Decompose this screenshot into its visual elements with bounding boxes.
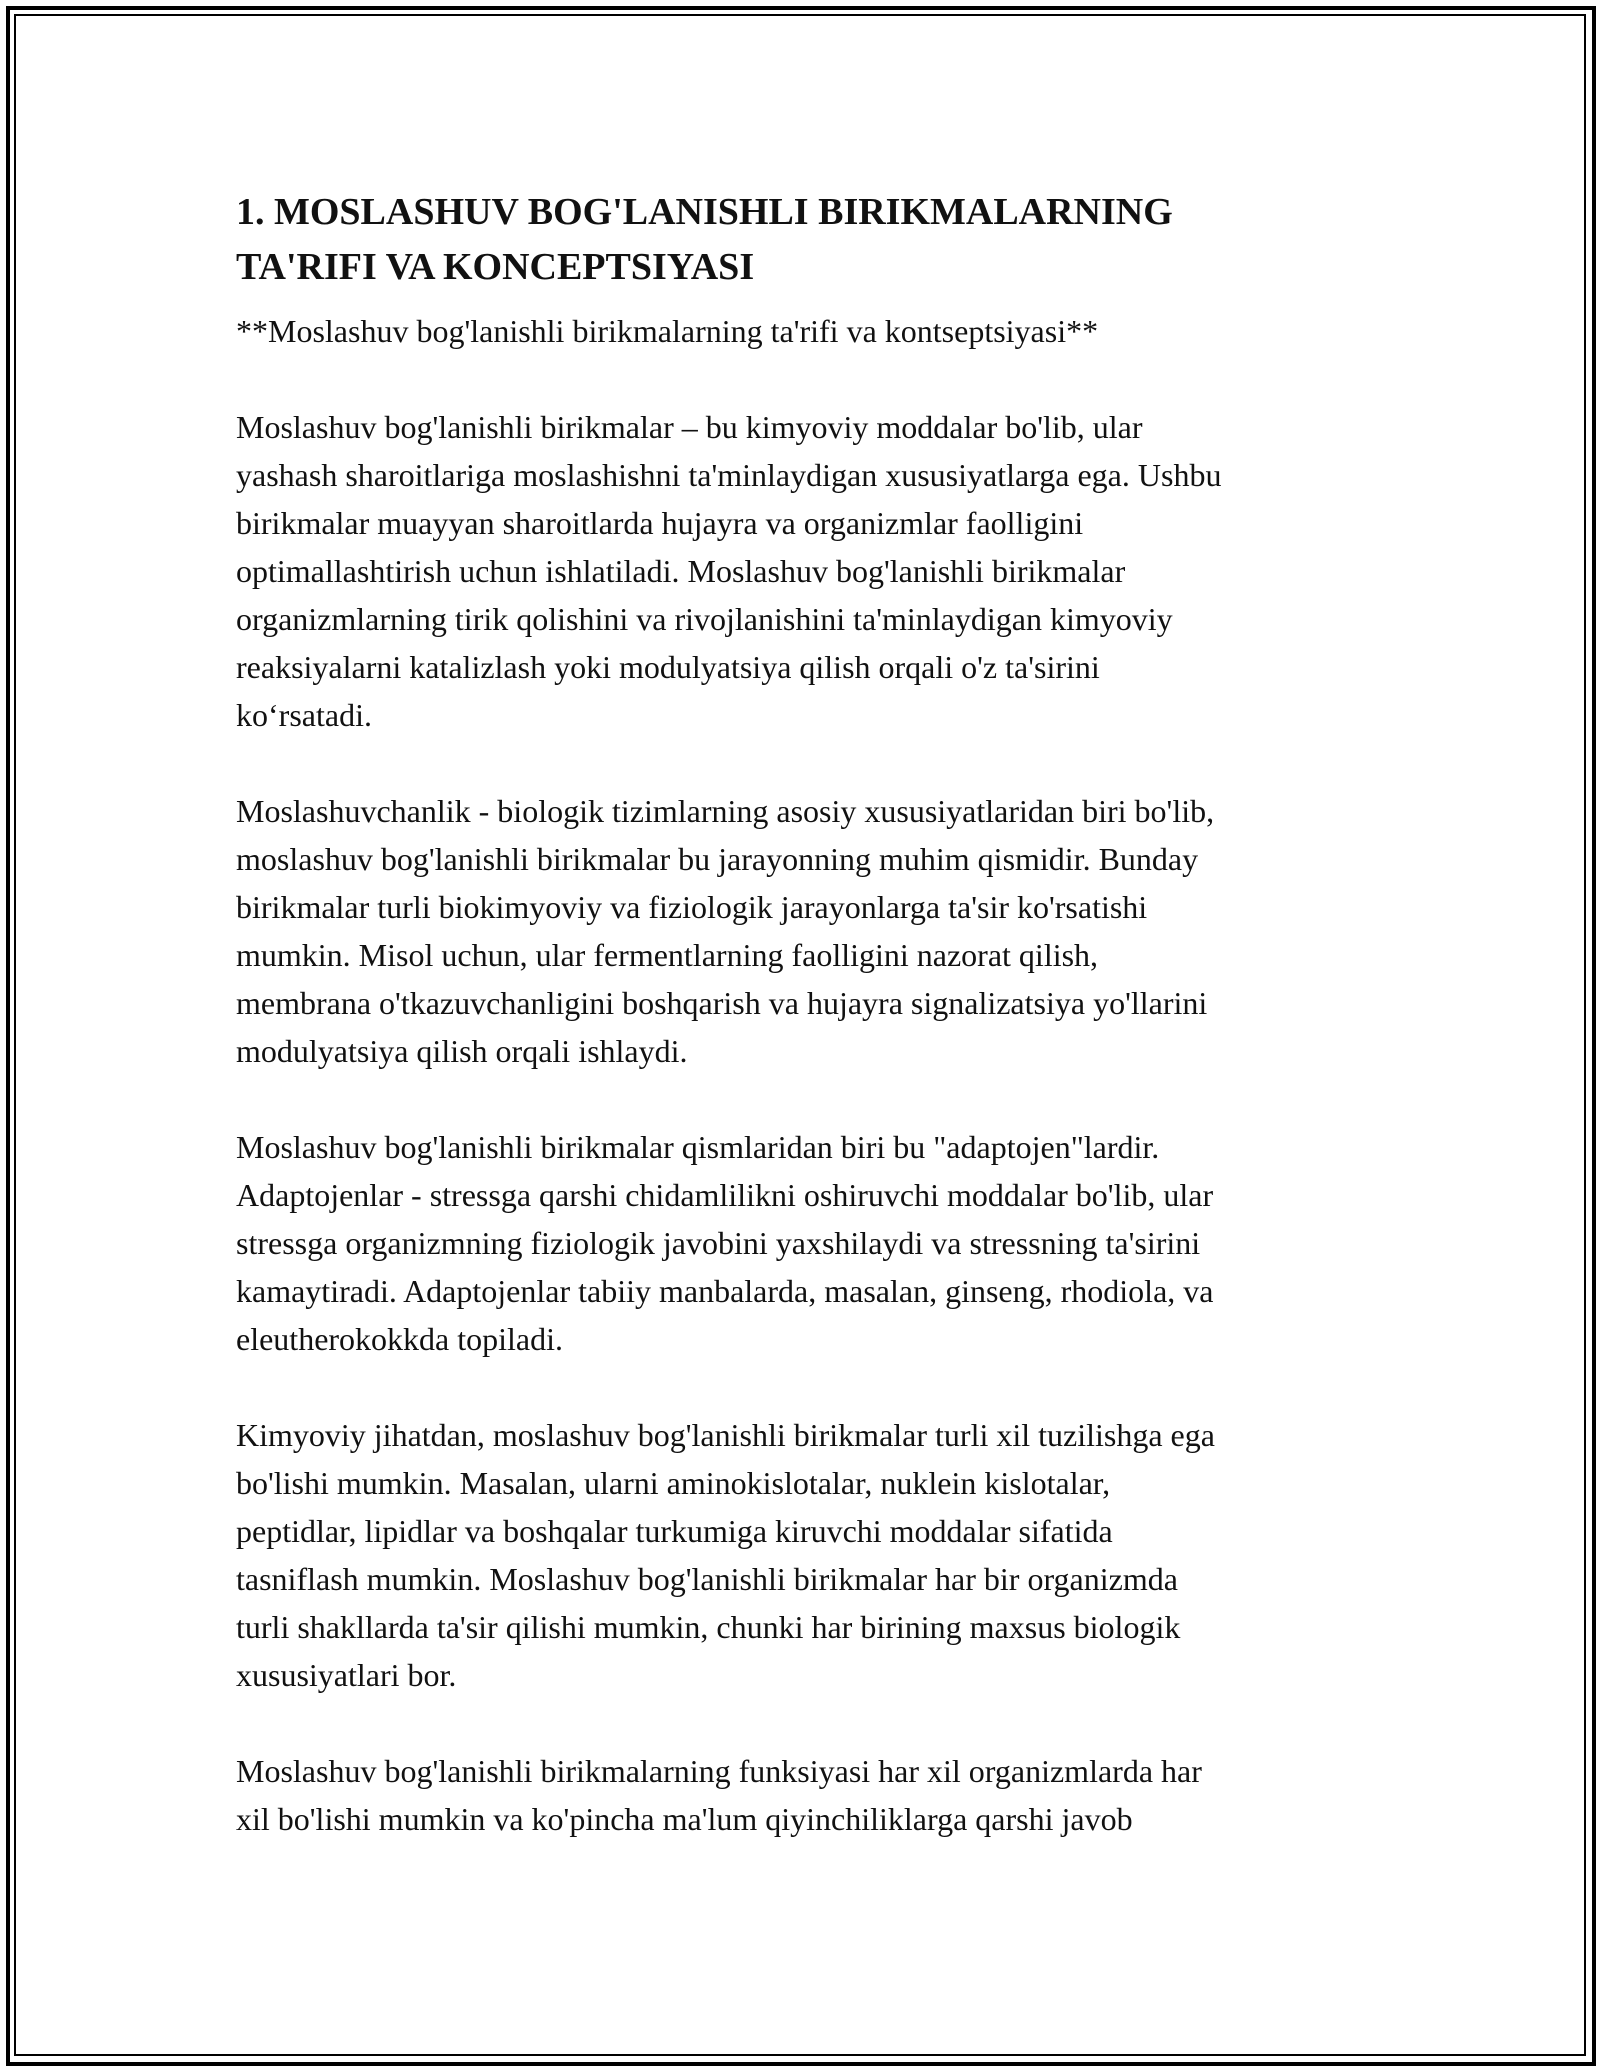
paragraph-line: bo'lishi mumkin. Masalan, ularni aminokislotalar, nuklein kislotalar, xyxy=(236,1465,1111,1501)
paragraph-line: eleutherokokkda topiladi. xyxy=(236,1321,564,1357)
subtitle: **Moslashuv bog'lanishli birikmalarning ta'rifi va kontseptsiyasi** xyxy=(236,313,1099,349)
document-body xyxy=(236,185,1376,1891)
paragraph-line: Moslashuv bog'lanishli birikmalarning funksiyasi har xil organizmlarda har xyxy=(236,1753,1202,1789)
paragraph-line: modulyatsiya qilish orqali ishlaydi. xyxy=(236,1033,688,1069)
paragraph-line: birikmalar turli biokimyoviy va fiziologik jarayonlarga ta'sir ko'rsatishi xyxy=(236,889,1148,925)
paragraph-line: membrana o'tkazuvchanligini boshqarish va hujayra signalizatsiya yo'llarini xyxy=(236,985,1208,1021)
heading-line: 1. MOSLASHUV BOG'LANISHLI BIRIKMALARNING xyxy=(236,191,1173,233)
paragraph-line: Moslashuv bog'lanishli birikmalar – bu kimyoviy moddalar bo'lib, ular xyxy=(236,409,1143,445)
paragraph-line: Moslashuv bog'lanishli birikmalar qismlaridan biri bu "adaptojen"lardir. xyxy=(236,1129,1160,1165)
paragraph-line: xususiyatlari bor. xyxy=(236,1657,457,1693)
paragraph xyxy=(236,1411,1376,1699)
paragraph-line: mumkin. Misol uchun, ular fermentlarning faolligini nazorat qilish, xyxy=(236,937,1099,973)
paragraph-line: kamaytiradi. Adaptojenlar tabiiy manbalarda, masalan, ginseng, rhodiola, va xyxy=(236,1273,1214,1309)
paragraph xyxy=(236,1123,1376,1363)
section-heading xyxy=(236,185,1376,295)
paragraph xyxy=(236,787,1376,1075)
paragraph-line: ko‘rsatadi. xyxy=(236,697,372,733)
paragraph-line: reaksiyalarni katalizlash yoki modulyatsiya qilish orqali o'z ta'sirini xyxy=(236,649,1100,685)
paragraph-line: Moslashuvchanlik - biologik tizimlarning asosiy xususiyatlaridan biri bo'lib, xyxy=(236,793,1215,829)
paragraph xyxy=(236,1747,1376,1843)
heading-line: TA'RIFI VA KONCEPTSIYASI xyxy=(236,246,755,288)
paragraph-line: peptidlar, lipidlar va boshqalar turkumiga kiruvchi moddalar sifatida xyxy=(236,1513,1113,1549)
paragraph-line: turli shakllarda ta'sir qilishi mumkin, chunki har birining maxsus biologik xyxy=(236,1609,1181,1645)
paragraph-line: stressga organizmning fiziologik javobini yaxshilaydi va stressning ta'sirini xyxy=(236,1225,1201,1261)
paragraph-line: organizmlarning tirik qolishini va rivojlanishini ta'minlaydigan kimyoviy xyxy=(236,601,1173,637)
paragraph-line: yashash sharoitlariga moslashishni ta'minlaydigan xususiyatlarga ega. Ushbu xyxy=(236,457,1222,493)
paragraph-line: Kimyoviy jihatdan, moslashuv bog'lanishli birikmalar turli xil tuzilishga ega xyxy=(236,1417,1215,1453)
paragraph-line: optimallashtirish uchun ishlatiladi. Moslashuv bog'lanishli birikmalar xyxy=(236,553,1126,589)
paragraph-line: xil bo'lishi mumkin va ko'pincha ma'lum qiyinchiliklarga qarshi javob xyxy=(236,1801,1133,1837)
paragraph-line: Adaptojenlar - stressga qarshi chidamlilikni oshiruvchi moddalar bo'lib, ular xyxy=(236,1177,1214,1213)
paragraph-line: birikmalar muayyan sharoitlarda hujayra va organizmlar faolligini xyxy=(236,505,1084,541)
paragraph-line: moslashuv bog'lanishli birikmalar bu jarayonning muhim qismidir. Bunday xyxy=(236,841,1199,877)
paragraph xyxy=(236,403,1376,739)
paragraph-line: tasniflash mumkin. Moslashuv bog'lanishli birikmalar har bir organizmda xyxy=(236,1561,1178,1597)
